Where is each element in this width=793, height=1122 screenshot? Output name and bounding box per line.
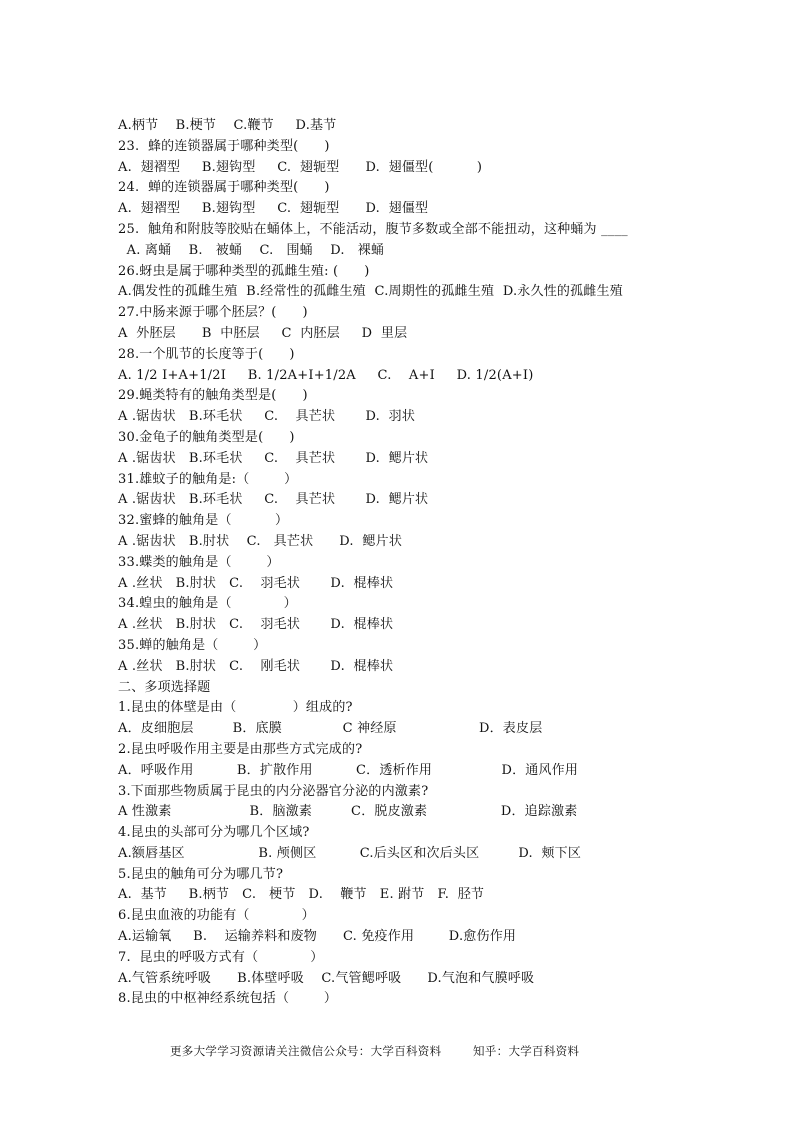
text-line: 3.下面那些物质属于昆虫的内分泌器官分泌的内激素? xyxy=(118,783,429,799)
text-line: A.额唇基区 B. 颅侧区 C.后头区和次后头区 D. 颊下区 xyxy=(118,845,582,861)
text-line: 27.中肠来源于哪个胚层？( ) xyxy=(118,305,308,321)
text-line: 25. 触角和附肢等胶贴在蛹体上，不能活动，腹节多数或全部不能扭动，这种蛹为 ____ xyxy=(118,221,628,237)
text-line: A．皮细胞层 B．底膜 C 神经原 D．表皮层 xyxy=(118,721,543,737)
text-line: A.柄节 B.梗节 C.鞭节 D.基节 xyxy=(118,118,337,133)
text-line: 28.一个肌节的长度等于( ) xyxy=(118,346,295,362)
text-line: A. 翅褶型 B.翅钩型 C. 翅轭型 D. 翅僵型( ) xyxy=(118,159,483,175)
text-line: 29.蝇类特有的触角类型是( ) xyxy=(118,388,308,404)
text-line: A .锯齿状 B.环毛状 C. 具芒状 D. 羽状 xyxy=(118,409,416,425)
text-line: 30.金龟子的触角类型是( ) xyxy=(118,429,295,445)
text-line: A .锯齿状 B.环毛状 C. 具芒状 D. 鳃片状 xyxy=(118,492,429,508)
text-line: A.气管系统呼吸 B.体壁呼吸 C.气管鳃呼吸 D.气泡和气膜呼吸 xyxy=(118,970,535,986)
text-line: 26.蚜虫是属于哪种类型的孤雌生殖: ( ) xyxy=(118,263,370,279)
text-line: A 性激素 B．脑激素 C．脱皮激素 D．追踪激素 xyxy=(118,804,578,820)
text-line: A. 离蛹 B. 被蛹 C. 围蛹 D. 裸蛹 xyxy=(118,242,385,258)
text-line: A．呼吸作用 B．扩散作用 C．透析作用 D．通风作用 xyxy=(118,762,579,778)
text-line: 5.昆虫的触角可分为哪几节? xyxy=(118,866,284,882)
text-line: 23. 蜂的连锁器属于哪种类型( ) xyxy=(118,138,330,154)
text-line: 31.雄蚊子的触角是:（ ） xyxy=(118,471,298,487)
text-line: 6.昆虫血液的功能有（ ） xyxy=(118,908,315,924)
text-line: A .锯齿状 B.环毛状 C. 具芒状 D. 鳃片状 xyxy=(118,450,429,466)
footer-note: 更多大学学习资源请关注微信公众号：大学百科资料 知乎：大学百科资料 xyxy=(170,1044,580,1058)
text-line: 1.昆虫的体壁是由（ ）组成的? xyxy=(118,700,353,716)
question-list xyxy=(118,116,678,1010)
text-line: 34.蝗虫的触角是（ ） xyxy=(118,596,297,612)
text-line: A. 基节 B.柄节 C. 梗节 D. 鞭节 E. 跗节 F. 胫节 xyxy=(118,887,485,903)
text-line: A .丝状 B.肘状 C. 羽毛状 D. 棍棒状 xyxy=(118,617,394,633)
text-line: A .丝状 B.肘状 C. 羽毛状 D. 棍棒状 xyxy=(118,575,394,591)
text-line: 35.蝉的触角是（ ） xyxy=(118,637,267,653)
text-line: 7. 昆虫的呼吸方式有（ ） xyxy=(118,949,324,965)
text-line: A. 1/2 I+A+1/2I B. 1/2A+I+1/2A C. A+I D. 1/2(A+I) xyxy=(118,367,534,383)
text-line: 8.昆虫的中枢神经系统包括（ ） xyxy=(118,991,338,1007)
text-line: 4.昆虫的头部可分为哪几个区域? xyxy=(118,825,310,841)
text-line: 2.昆虫呼吸作用主要是由那些方式完成的? xyxy=(118,741,363,757)
text-line: 二、多项选择题 xyxy=(118,679,211,695)
text-line: 33.蝶类的触角是（ ） xyxy=(118,554,280,570)
text-line: 24. 蝉的连锁器属于哪种类型( ) xyxy=(118,180,330,196)
text-line: 32.蜜蜂的触角是（ ） xyxy=(118,513,289,529)
text-line: A.运输氧 B. 运输养料和废物 C. 免疫作用 D.愈伤作用 xyxy=(118,929,517,945)
text-line: A .丝状 B.肘状 C. 刚毛状 D. 棍棒状 xyxy=(118,658,394,674)
text-line: A. 翅褶型 B.翅钩型 C. 翅轭型 D. 翅僵型 xyxy=(118,201,429,217)
text-line: A 外胚层 B 中胚层 C 内胚层 D 里层 xyxy=(118,325,408,341)
text-line: A.偶发性的孤雌生殖 B.经常性的孤雌生殖 C.周期性的孤雌生殖 D.永久性的孤雌生殖 xyxy=(118,284,623,300)
text-line: A .锯齿状 B.肘状 C. 具芒状 D. 鳃片状 xyxy=(118,533,403,549)
